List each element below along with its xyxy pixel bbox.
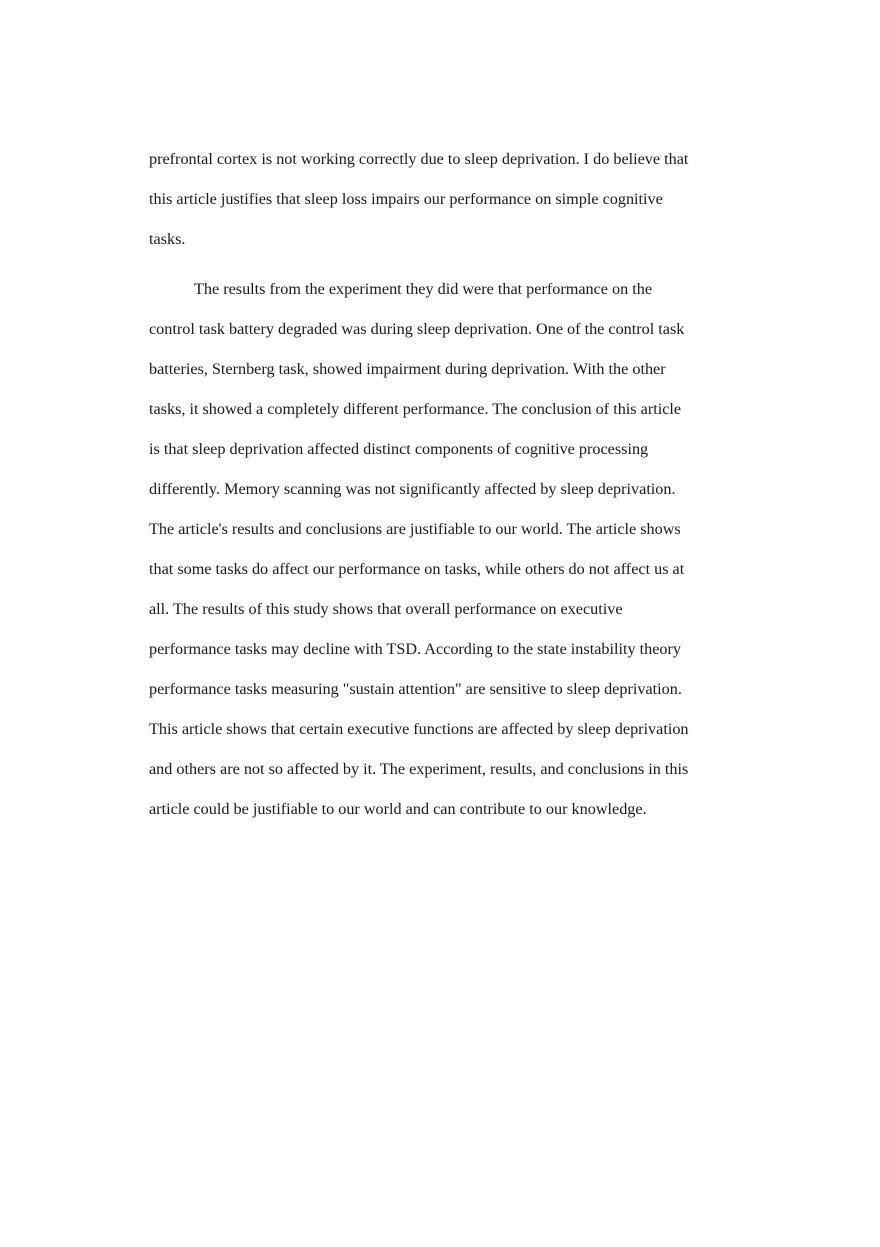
text-line: all. The results of this study shows that overall performance on executive <box>149 600 623 618</box>
text-line: that some tasks do affect our performance on tasks, while others do not affect us at <box>149 560 685 578</box>
text-line: performance tasks measuring "sustain attention" are sensitive to sleep deprivation. <box>149 680 682 698</box>
text-line: and others are not so affected by it. The experiment, results, and conclusions in this <box>149 760 689 778</box>
text-line: This article shows that certain executive functions are affected by sleep deprivation <box>149 720 689 738</box>
text-line: is that sleep deprivation affected distinct components of cognitive processing <box>149 440 649 458</box>
text-line: prefrontal cortex is not working correctly due to sleep deprivation. I do believe that <box>149 150 689 168</box>
text-line: performance tasks may decline with TSD. According to the state instability theory <box>149 640 681 658</box>
text-line: differently. Memory scanning was not significantly affected by sleep deprivation. <box>149 480 676 498</box>
text-line: tasks. <box>149 230 186 248</box>
text-line: control task battery degraded was during sleep deprivation. One of the control task <box>149 320 685 338</box>
paragraph-results <box>149 275 749 835</box>
text-line: article could be justifiable to our world and can contribute to our knowledge. <box>149 800 647 818</box>
text-line: The article's results and conclusions are justifiable to our world. The article shows <box>149 520 681 538</box>
text-line: The results from the experiment they did were that performance on the <box>194 280 653 298</box>
paragraph-continuation <box>149 145 749 265</box>
text-line: this article justifies that sleep loss impairs our performance on simple cognitive <box>149 190 663 208</box>
text-line: batteries, Sternberg task, showed impairment during deprivation. With the other <box>149 360 666 378</box>
text-line: tasks, it showed a completely different performance. The conclusion of this article <box>149 400 682 418</box>
body-text <box>149 145 749 835</box>
